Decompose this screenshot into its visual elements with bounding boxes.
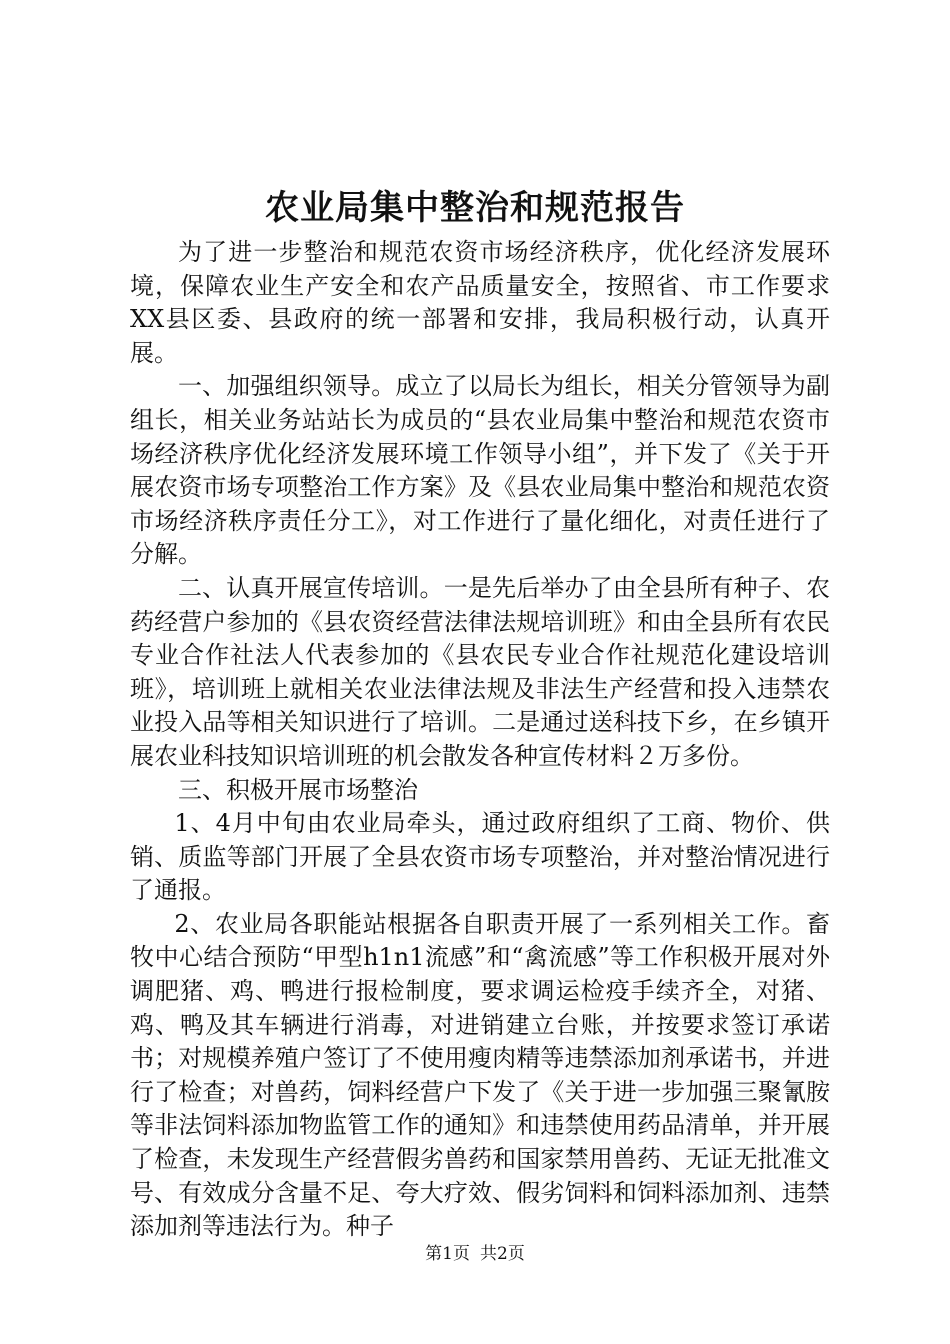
paragraph-section-2: 二、认真开展宣传培训。一是先后举办了由全县所有种子、农药经营户参加的《县农资经营法律法规培训班》和由全县所有农民专业合作社法人代表参加的《县农民专业合作社规范化建设培训班》，培训班上就相关农业法律法规及非法生产经营和投入违禁农业投入品等相关知识进行了培训。二是通过送科技下乡，在乡镇开展农业科技知识培训班的机会散发各种宣传材料２万多份。 [130,573,830,770]
paragraph-section-1: 一、加强组织领导。成立了以局长为组长，相关分管领导为副组长，相关业务站站长为成员的“县农业局集中整治和规范农资市场经济秩序优化经济发展环境工作领导小组”，并下发了《关于开展农资市场专项整治工作方案》及《县农业局集中整治和规范农资市场经济秩序责任分工》，对工作进行了量化细化，对责任进行了分解。 [130,372,830,569]
paragraph-intro: 为了进一步整治和规范农资市场经济秩序，优化经济发展环境，保障农业生产安全和农产品质量安全，按照省、市工作要求XX县区委、县政府的统一部署和安排，我局积极行动，认真开展。 [130,238,830,367]
page-number: 第1页 [425,1244,470,1264]
paragraph-item-2: 2、农业局各职能站根据各自职责开展了一系列相关工作。畜牧中心结合预防“甲型h1n1流感”和“禽流感”等工作积极开展对外调肥猪、鸡、鸭进行报检制度，要求调运检疫手续齐全，对猪、鸡、鸭及其车辆进行消毒，对进销建立台账，并按要求签订承诺书；对规模养殖户签订了不使用瘦肉精等违禁添加剂承诺书，并进行了检查；对兽药，饲料经营户下发了《关于进一步加强三聚氰胺等非法饲料添加物监管工作的通知》和违禁使用药品清单，并开展了检查，未发现生产经营假劣兽药和国家禁用兽药、无证无批准文号、有效成分含量不足、夸大疗效、假劣饲料和饲料添加剂、违禁添加剂等违法行为。种子 [130,909,830,1241]
document-body [130,236,830,1244]
paragraph-section-3-heading: 三、积极开展市场整治 [178,775,418,804]
page-footer [0,1242,950,1266]
paragraph-item-1: 1、4月中旬由农业局牵头，通过政府组织了工商、物价、供销、质监等部门开展了全县农资市场专项整治，并对整治情况进行了通报。 [130,809,830,905]
page-total: 共2页 [480,1244,525,1264]
document-title: 农业局集中整治和规范报告 [265,188,685,228]
